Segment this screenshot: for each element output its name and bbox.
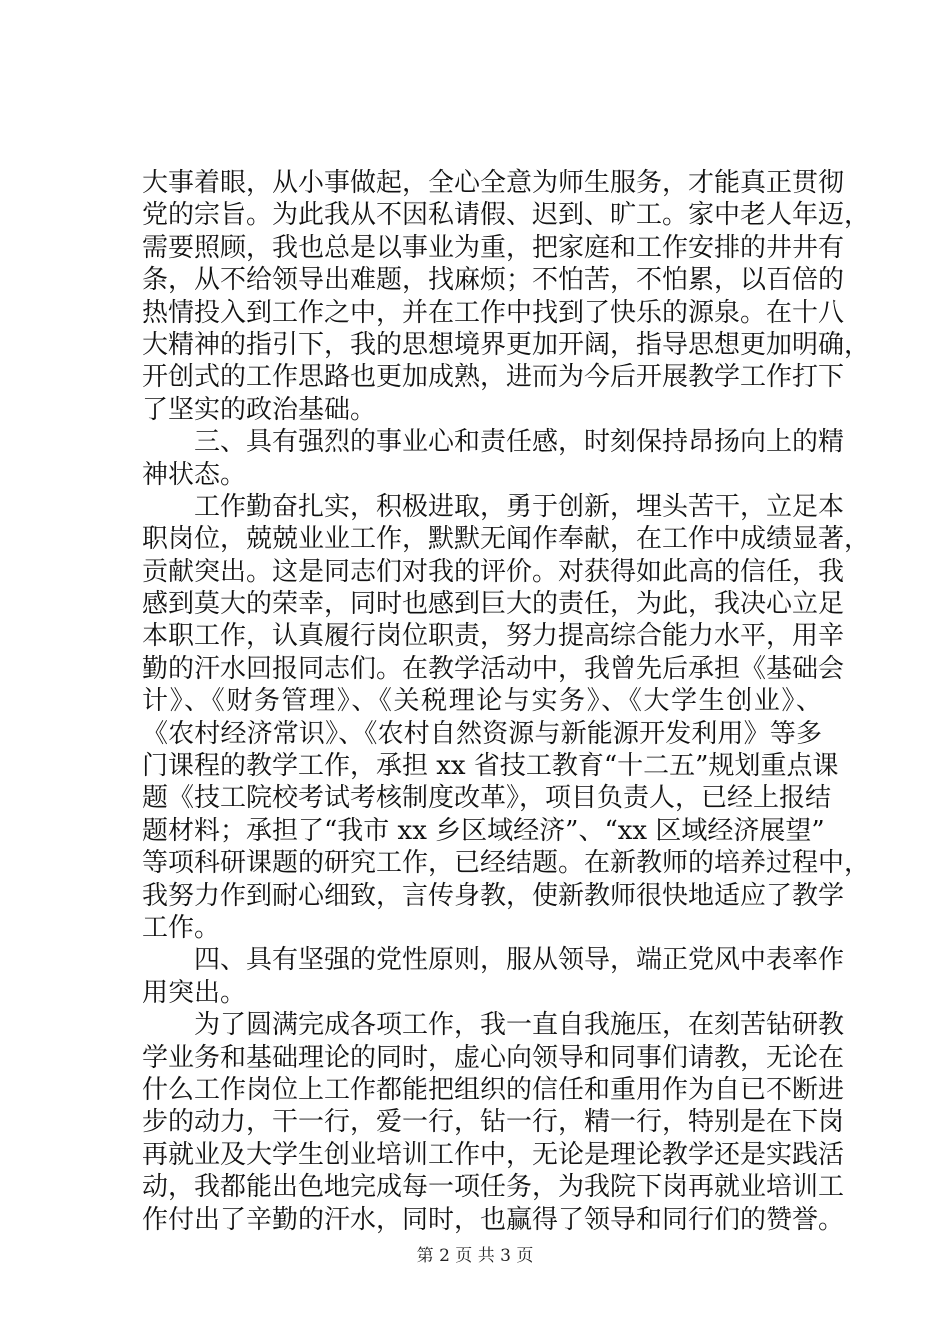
text-line: 工作。 (142, 912, 221, 943)
text-line: 题《技工院校考试考核制度改革》，项目负责人，已经上报结 (142, 783, 832, 814)
text-line: 步的动力，干一行，爱一行，钻一行，精一行，特别是在下岗 (142, 1107, 845, 1138)
text-line: 等项科研课题的研究工作，已经结题。在新教师的培养过程中， (142, 848, 871, 879)
text-line: 需要照顾，我也总是以事业为重，把家庭和工作安排的井井有 (142, 232, 845, 263)
text-line: 为了圆满完成各项工作，我一直自我施压，在刻苦钻研教 (142, 1010, 845, 1041)
text-line: 感到莫大的荣幸，同时也感到巨大的责任，为此，我决心立足 (142, 589, 845, 620)
page-footer: 第 2 页 共 3 页 (416, 1246, 534, 1266)
text-line: 用突出。 (142, 977, 247, 1008)
text-line: 职岗位，兢兢业业工作，默默无闻作奉献，在工作中成绩显著， (142, 524, 871, 555)
text-line: 了坚实的政治基础。 (142, 394, 377, 425)
text-line: 贡献突出。这是同志们对我的评价。对获得如此高的信任，我 (142, 556, 845, 587)
text-line: 工作勤奋扎实，积极进取，勇于创新，埋头苦干，立足本 (142, 491, 845, 522)
text-line: 勤的汗水回报同志们。在教学活动中，我曾先后承担《基础会 (142, 653, 845, 684)
text-line: 四、具有坚强的党性原则，服从领导，端正党风中表率作 (142, 945, 845, 976)
text-line: 我努力作到耐心细致，言传身教，使新教师很快地适应了教学 (142, 880, 845, 911)
text-line: 《农村经济常识》、《农村自然资源与新能源开发利用》等多 (142, 718, 822, 749)
text-line: 热情投入到工作之中，并在工作中找到了快乐的源泉。在十八 (142, 297, 845, 328)
text-line: 开创式的工作思路也更加成熟，进而为今后开展教学工作打下 (142, 362, 845, 393)
text-line: 动，我都能出色地完成每一项任务，为我院下岗再就业培训工 (142, 1172, 845, 1203)
text-line: 党的宗旨。为此我从不因私请假、迟到、旷工。家中老人年迈， (142, 200, 871, 231)
body-text (142, 167, 871, 1236)
text-line: 三、具有强烈的事业心和责任感，时刻保持昂扬向上的精 (142, 427, 845, 458)
text-line: 什么工作岗位上工作都能把组织的信任和重用作为自已不断进 (142, 1074, 845, 1105)
text-line: 再就业及大学生创业培训工作中，无论是理论教学还是实践活 (142, 1139, 845, 1170)
text-line: 条，从不给领导出难题，找麻烦；不怕苦，不怕累，以百倍的 (142, 265, 845, 296)
text-line: 大精神的指引下，我的思想境界更加开阔，指导思想更加明确， (142, 329, 871, 360)
text-line: 门课程的教学工作，承担 xx 省技工教育“十二五”规划重点课 (142, 751, 839, 782)
text-line: 大事着眼，从小事做起，全心全意为师生服务，才能真正贯彻 (142, 168, 845, 198)
text-line: 学业务和基础理论的同时，虚心向领导和同事们请教，无论在 (142, 1042, 845, 1073)
text-line: 计》、《财务管理》、《关税理论与实务》、《大学生创业》、 (142, 686, 822, 717)
text-line: 本职工作，认真履行岗位职责，努力提高综合能力水平，用辛 (142, 621, 845, 652)
text-line: 题材料；承担了“我市 xx 乡区域经济”、“xx 区域经济展望” (142, 815, 825, 846)
text-line: 作付出了辛勤的汗水，同时，也赢得了领导和同行们的赞誉。 (142, 1204, 845, 1235)
text-line: 神状态。 (142, 459, 247, 490)
